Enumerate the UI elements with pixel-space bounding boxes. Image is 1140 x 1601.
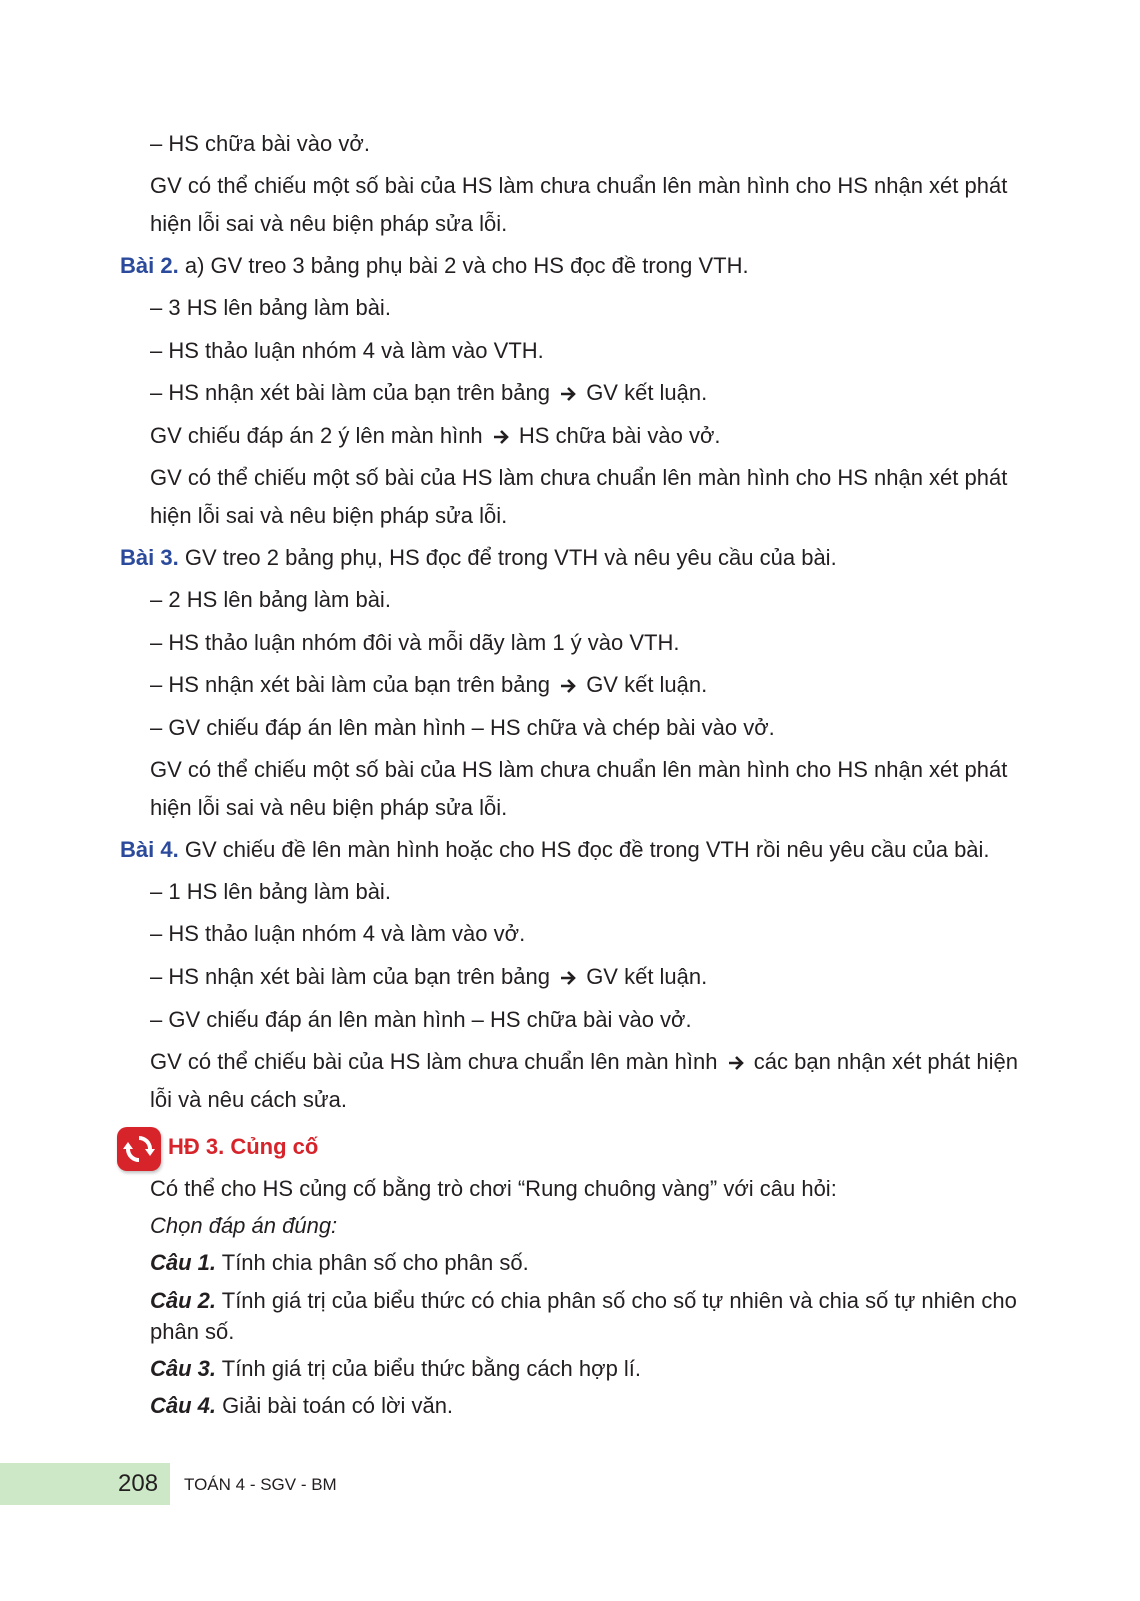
text-segment: GV có thể chiếu bài của HS làm chưa chuẩn lên màn hình: [150, 1049, 718, 1074]
text-line: hiện lỗi sai và nêu biện pháp sửa lỗi.: [150, 795, 508, 820]
refresh-icon: [117, 1127, 161, 1171]
text-segment: – HS nhận xét bài làm của bạn trên bảng: [150, 964, 550, 989]
text-line: Có thể cho HS củng cố bằng trò chơi “Rung chuông vàng” với câu hỏi:: [150, 1176, 837, 1201]
text-line: lỗi và nêu cách sửa.: [150, 1087, 347, 1112]
text-line: [150, 379, 707, 407]
text-line: Chọn đáp án đúng:: [150, 1213, 338, 1238]
exercise-text: GV treo 2 bảng phụ, HS đọc để trong VTH và nêu yêu cầu của bài.: [184, 545, 837, 570]
question-1: [150, 1249, 529, 1277]
text-segment: GV chiếu đáp án 2 ý lên màn hình: [150, 423, 483, 448]
text-segment: các bạn nhận xét phát hiện: [753, 1049, 1018, 1074]
question-label: Câu 2.: [150, 1288, 217, 1313]
question-text: Giải bài toán có lời văn.: [222, 1393, 454, 1418]
text-line: [150, 671, 707, 699]
text-line: – GV chiếu đáp án lên màn hình – HS chữa bài vào vở.: [150, 1007, 692, 1032]
exercise-3: [120, 544, 837, 572]
text-segment: GV kết luận.: [586, 380, 708, 405]
exercise-label: Bài 3.: [120, 545, 179, 570]
text-line: GV có thể chiếu một số bài của HS làm chưa chuẩn lên màn hình cho HS nhận xét phát: [150, 757, 1008, 782]
question-4: [150, 1392, 453, 1420]
text-line: GV có thể chiếu một số bài của HS làm chưa chuẩn lên màn hình cho HS nhận xét phát: [150, 465, 1008, 490]
right-arrow-icon: [492, 428, 510, 446]
text-line: – HS chữa bài vào vở.: [150, 131, 370, 156]
question-label: Câu 3.: [150, 1356, 217, 1381]
right-arrow-icon: [559, 969, 577, 987]
exercise-2: [120, 252, 749, 280]
text-line: [150, 1048, 1018, 1076]
book-title: TOÁN 4 - SGV - BM: [184, 1475, 337, 1494]
page-number: 208: [118, 1470, 159, 1497]
text-segment: HS chữa bài vào vở.: [518, 423, 721, 448]
text-line: – HS thảo luận nhóm 4 và làm vào vở.: [150, 921, 526, 946]
right-arrow-icon: [727, 1054, 745, 1072]
right-arrow-icon: [559, 385, 577, 403]
text-line: – HS thảo luận nhóm đôi và mỗi dãy làm 1 ý vào VTH.: [150, 630, 680, 655]
question-2: [150, 1287, 1017, 1315]
exercise-4: [120, 836, 990, 864]
question-text: Tính giá trị của biểu thức có chia phân số cho số tự nhiên và chia số tự nhiên cho: [221, 1288, 1017, 1313]
text-line: – GV chiếu đáp án lên màn hình – HS chữa và chép bài vào vở.: [150, 715, 775, 740]
text-segment: GV kết luận.: [586, 964, 708, 989]
section-heading: HĐ 3. Củng cố: [168, 1134, 319, 1159]
text-line: [150, 963, 707, 991]
question-3: [150, 1355, 641, 1383]
text-line: – HS thảo luận nhóm 4 và làm vào VTH.: [150, 338, 544, 363]
exercise-text: a) GV treo 3 bảng phụ bài 2 và cho HS đọc đề trong VTH.: [184, 253, 749, 278]
text-segment: GV kết luận.: [586, 672, 708, 697]
text-line: hiện lỗi sai và nêu biện pháp sửa lỗi.: [150, 211, 508, 236]
exercise-label: Bài 2.: [120, 253, 179, 278]
right-arrow-icon: [559, 677, 577, 695]
text-segment: – HS nhận xét bài làm của bạn trên bảng: [150, 672, 550, 697]
text-line: – 3 HS lên bảng làm bài.: [150, 295, 391, 320]
text-line: hiện lỗi sai và nêu biện pháp sửa lỗi.: [150, 503, 508, 528]
text-line: – 2 HS lên bảng làm bài.: [150, 587, 391, 612]
question-text: Tính giá trị của biểu thức bằng cách hợp lí.: [221, 1356, 642, 1381]
question-text: Tính chia phân số cho phân số.: [221, 1250, 529, 1275]
exercise-text: GV chiếu đề lên màn hình hoặc cho HS đọc đề trong VTH rồi nêu yêu cầu của bài.: [184, 837, 990, 862]
question-label: Câu 4.: [150, 1393, 217, 1418]
exercise-label: Bài 4.: [120, 837, 179, 862]
text-line: GV có thể chiếu một số bài của HS làm chưa chuẩn lên màn hình cho HS nhận xét phát: [150, 173, 1008, 198]
text-line: – 1 HS lên bảng làm bài.: [150, 879, 391, 904]
text-segment: – HS nhận xét bài làm của bạn trên bảng: [150, 380, 550, 405]
text-line: phân số.: [150, 1319, 235, 1344]
text-line: [150, 422, 721, 450]
question-label: Câu 1.: [150, 1250, 217, 1275]
